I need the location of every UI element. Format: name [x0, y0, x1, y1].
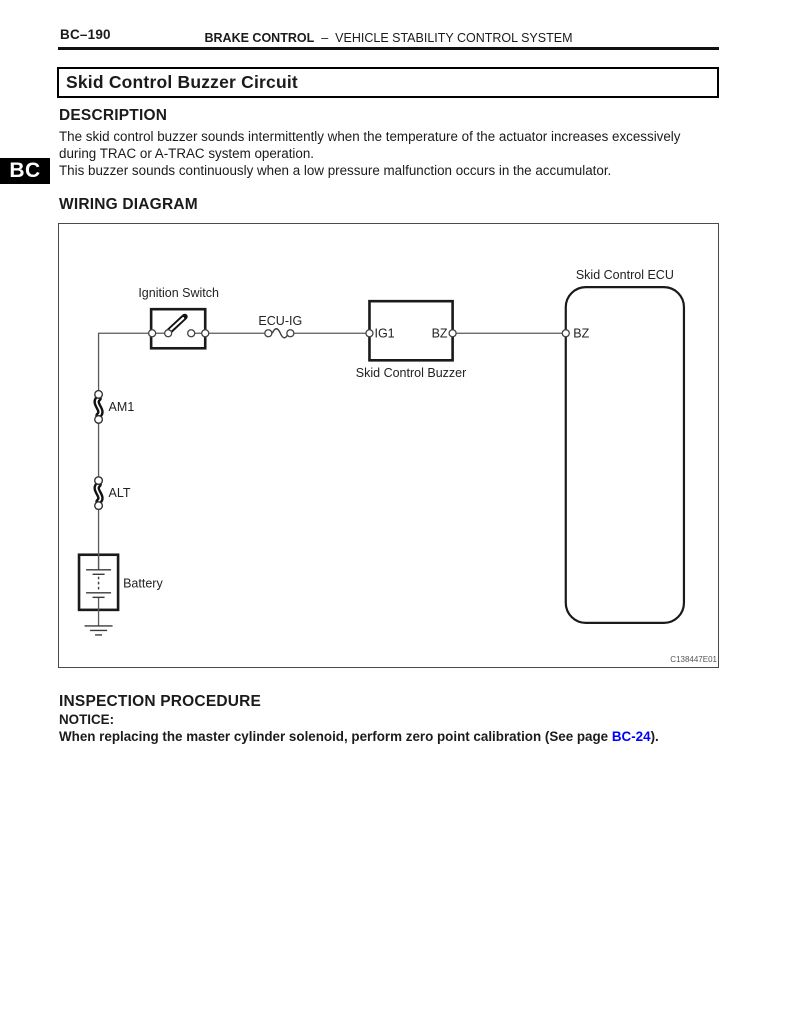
- ignition-switch-label: Ignition Switch: [138, 286, 220, 301]
- description-heading: DESCRIPTION: [59, 107, 168, 124]
- wiring-diagram: [58, 223, 719, 668]
- title-box: [57, 67, 719, 98]
- notice-text-post: ).: [650, 729, 659, 744]
- fuse-icon: [272, 329, 288, 338]
- wiring-diagram-canvas: [59, 224, 718, 667]
- description-line-3: This buzzer sounds continuously when a low pressure malfunction occurs in the accumulator.: [59, 163, 612, 179]
- header-subsection: VEHICLE STABILITY CONTROL SYSTEM: [335, 31, 573, 45]
- header-section: BRAKE CONTROL: [204, 31, 315, 45]
- ecu-name-label: Skid Control ECU: [575, 268, 674, 283]
- wire-switch-to-left-drop: [99, 333, 152, 390]
- header-separator: –: [321, 31, 329, 45]
- inspection-heading: INSPECTION PROCEDURE: [59, 693, 262, 710]
- figure-code: C138447E01: [670, 654, 717, 664]
- description-line-2: during TRAC or A-TRAC system operation.: [59, 146, 315, 162]
- header-title: [58, 31, 719, 45]
- switch-contact-right: [188, 330, 195, 337]
- description-text: [59, 128, 680, 180]
- buzzer-terminal-bz: [449, 330, 456, 337]
- wiring-heading: WIRING DIAGRAM: [59, 196, 198, 213]
- page-link-bc-24[interactable]: BC-24: [611, 729, 651, 744]
- switch-terminal-right: [202, 330, 209, 337]
- am1-label: AM1: [108, 399, 135, 414]
- header-rule: [58, 47, 719, 50]
- buzzer-bz-label: BZ: [431, 326, 448, 341]
- page-number: BC–190: [60, 27, 111, 42]
- fuse-terminal-right: [287, 330, 294, 337]
- fuse-terminal-left: [265, 330, 272, 337]
- am1-terminal-top: [95, 391, 103, 399]
- notice-text-pre: When replacing the master cylinder solenoid, perform zero point calibration (See page: [59, 729, 612, 744]
- buzzer-ig1-label: IG1: [374, 326, 395, 341]
- battery-label: Battery: [123, 576, 163, 591]
- ecu-bz-label: BZ: [573, 326, 590, 341]
- am1-terminal-bottom: [95, 416, 103, 424]
- alt-terminal-bottom: [95, 502, 103, 510]
- ignition-switch-box: [151, 309, 205, 348]
- fuse-ecu-ig-label: ECU-IG: [258, 314, 303, 329]
- alt-label: ALT: [108, 486, 131, 501]
- description-line-1: The skid control buzzer sounds intermittently when the temperature of the actuator increases excessively: [59, 129, 681, 144]
- switch-terminal-left: [149, 330, 156, 337]
- alt-terminal-top: [95, 477, 103, 485]
- ecu-terminal-bz: [562, 330, 569, 337]
- buzzer-terminal-ig1: [366, 330, 373, 337]
- section-tab: [0, 158, 50, 184]
- buzzer-name-label: Skid Control Buzzer: [355, 365, 467, 380]
- section-tab-label: BC: [9, 159, 41, 182]
- ground-icon: [85, 626, 113, 635]
- notice-text: [59, 729, 659, 744]
- switch-contact-left: [165, 330, 172, 337]
- notice-label: NOTICE:: [59, 712, 115, 727]
- page-title: Skid Control Buzzer Circuit: [66, 72, 298, 92]
